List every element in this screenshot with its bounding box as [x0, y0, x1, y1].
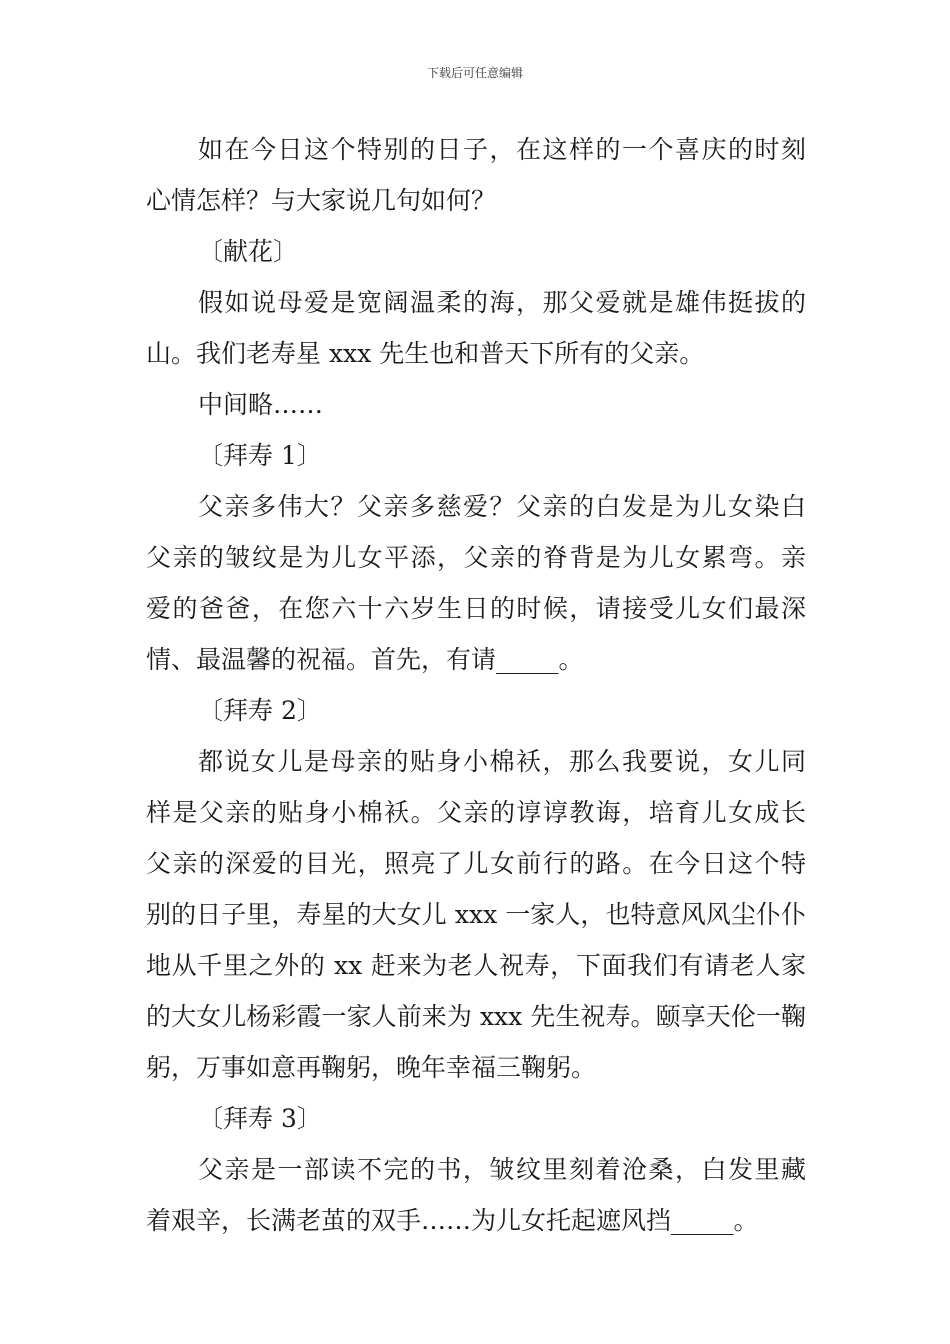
paragraph-line: 着艰辛，长满老茧的双手……为儿女托起遮风挡_____。	[146, 1206, 759, 1235]
paragraph-line: 中间略……	[198, 390, 324, 419]
paragraph-line: 爱的爸爸，在您六十六岁生日的时候，请接受儿女们最深	[146, 594, 806, 623]
paragraph-line: 父亲的皱纹是为儿女平添，父亲的脊背是为儿女累弯。亲	[146, 543, 806, 572]
paragraph-line: 父亲多伟大？父亲多慈爱？父亲的白发是为儿女染白	[198, 492, 806, 521]
paragraph-line: 父亲是一部读不完的书，皱纹里刻着沧桑，白发里藏	[198, 1155, 806, 1184]
paragraph-line: 样是父亲的贴身小棉袄。父亲的谆谆教诲，培育儿女成长	[146, 798, 806, 827]
paragraph-line: 的大女儿杨彩霞一家人前来为 xxx 先生祝寿。颐享天伦一鞠	[146, 1002, 806, 1031]
paragraph-line: 假如说母爱是宽阔温柔的海，那父爱就是雄伟挺拔的	[198, 288, 806, 317]
paragraph-line: 如在今日这个特别的日子，在这样的一个喜庆的时刻	[198, 135, 806, 164]
section-label: 〔拜寿 2〕	[198, 696, 322, 725]
section-label: 〔拜寿 1〕	[198, 441, 322, 470]
section-label: 〔献花〕	[198, 237, 299, 266]
paragraph-line: 情、最温馨的祝福。首先，有请_____。	[146, 645, 584, 674]
paragraph-line: 别的日子里，寿星的大女儿 xxx 一家人，也特意风风尘仆仆	[146, 900, 806, 929]
document-body	[146, 124, 806, 1246]
paragraph-line: 都说女儿是母亲的贴身小棉袄，那么我要说，女儿同	[198, 747, 806, 776]
paragraph-line: 地从千里之外的 xx 赶来为老人祝寿，下面我们有请老人家	[146, 951, 806, 980]
page-header: 下载后可任意编辑	[426, 66, 523, 80]
paragraph-line: 山。我们老寿星 xxx 先生也和普天下所有的父亲。	[146, 339, 705, 368]
paragraph-line: 躬，万事如意再鞠躬，晚年幸福三鞠躬。	[146, 1053, 597, 1082]
paragraph-line: 心情怎样？与大家说几句如何？	[146, 186, 497, 215]
section-label: 〔拜寿 3〕	[198, 1104, 322, 1133]
paragraph-line: 父亲的深爱的目光，照亮了儿女前行的路。在今日这个特	[146, 849, 806, 878]
